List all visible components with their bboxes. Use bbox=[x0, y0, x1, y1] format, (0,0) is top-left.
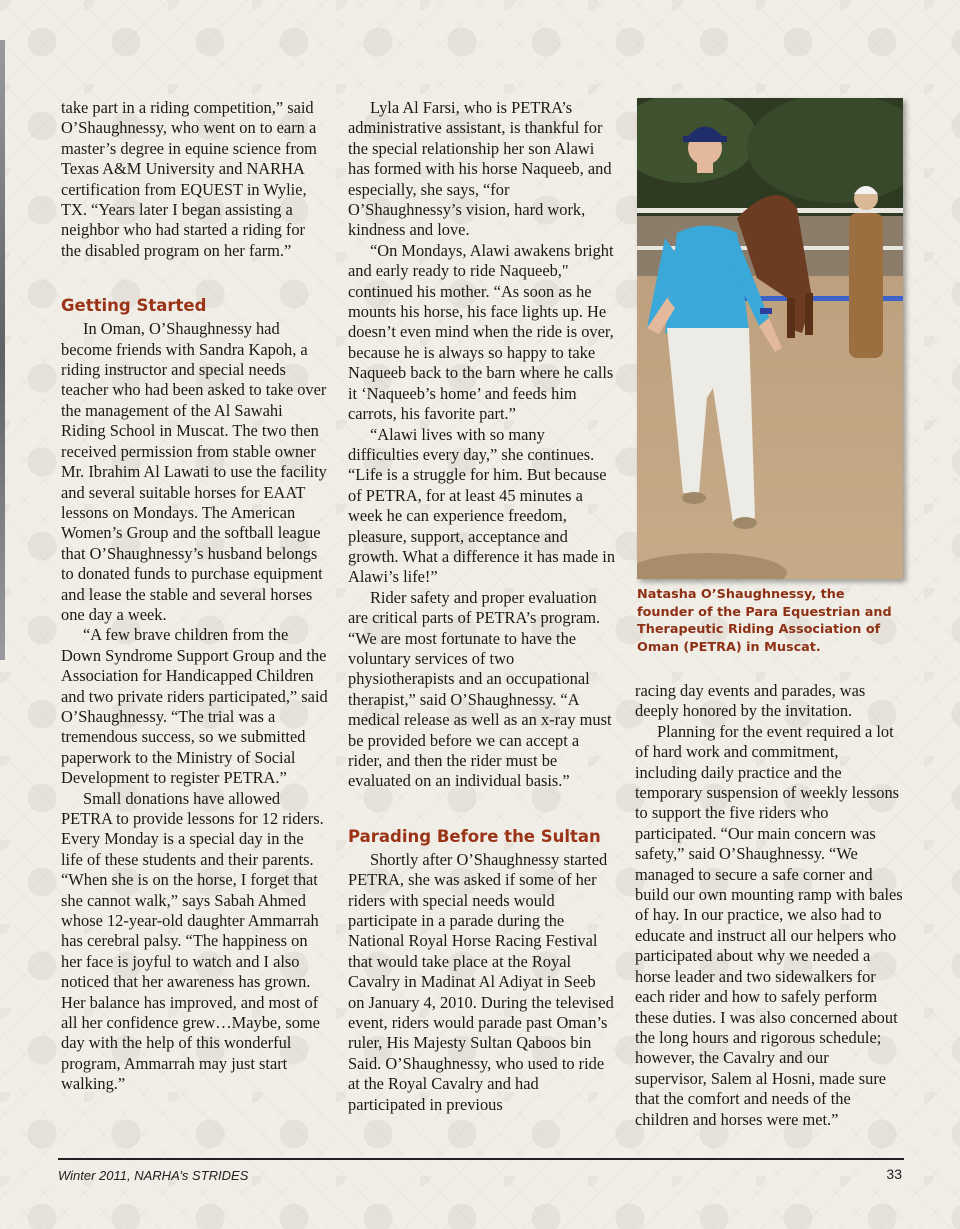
paragraph: In Oman, O’Shaughnessy had become friends with Sandra Kapoh, a riding instructor and special needs teacher who had been asked to take over the management of the Al Sawahi Riding School in Muscat. The two then received permission from stable owner Mr. Ibrahim Al Lawati to use the facility and several suitable horses for EAAT lessons on Mondays. The American Women’s Group and the softball league that O’Shaughnessy’s husband belongs to donated funds to purchase equipment and lease the stable and several horses one day a week. bbox=[61, 319, 327, 624]
paragraph: Shortly after O’Shaughnessy started PETRA, she was asked if some of her riders with special needs would participate in a parade during the National Royal Horse Racing Festival that would take place at the Royal Cavalry in Madinat Al Adiyat in Seeb on January 4, 2010. During the televised event, riders would parade past Oman’s ruler, His Majesty Sultan Qaboos bin Said. O’Shaughnessy, who used to ride at the Royal Cavalry and had participated in previous bbox=[348, 849, 614, 1114]
photo-caption: Natasha O’Shaughnessy, the founder of the Para Equestrian and Therapeutic Riding Association of Oman (PETRA) in Muscat. bbox=[637, 587, 892, 655]
page-number: 33 bbox=[886, 1166, 902, 1182]
article-column-3 bbox=[635, 681, 903, 1130]
footer-divider bbox=[58, 1158, 904, 1160]
photo-illustration bbox=[637, 98, 903, 579]
paragraph: Rider safety and proper evaluation are critical parts of PETRA’s program. “We are most fortunate to have the voluntary services of two physiotherapists and an occupational therapist,” said O’Shaughnessy. “A medical release as well as an x-ray must be provided before we can accept a rider, and then the rider must be evaluated on an individual basis.” bbox=[348, 587, 612, 791]
section-heading-getting-started: Getting Started bbox=[61, 296, 207, 316]
binding-edge bbox=[0, 40, 5, 660]
article-photo bbox=[637, 98, 903, 579]
paragraph: take part in a riding competition,” said O’Shaughnessy, who went on to earn a master’s degree in equine science from Texas A&M University and NARHA certification from EQUEST in Wylie, TX. “Years later I began assisting a neighbor who had started a riding for the disabled program on her farm.” bbox=[61, 98, 317, 260]
paragraph: Planning for the event required a lot of hard work and commitment, including daily practice and the temporary suspension of weekly lessons to support the five riders who participated. “Our main concern was safety,” said O’Shaughnessy. “We managed to secure a safe corner and build our own mounting ramp with bales of hay. In our practice, we also had to educate and instruct all our helpers who participated about why we needed a horse leader and two sidewalkers for each rider and how to safely perform these duties. I was also concerned about the long hours and rigorous schedule; however, the Cavalry and our supervisor, Salem al Hosni, made sure that the comfort and needs of the children and horses were met.” bbox=[635, 721, 903, 1129]
article-column-2 bbox=[348, 98, 616, 1115]
paragraph: Lyla Al Farsi, who is PETRA’s administrative assistant, is thankful for the special relationship her son Alawi has formed with his horse Naqueeb, and especially, she says, “for O’Shaughnessy’s vision, hard work, kindness and love. bbox=[348, 98, 612, 240]
article-column-1 bbox=[61, 98, 329, 1095]
paragraph: “Alawi lives with so many difficulties every day,” she continues. “Life is a struggle for him. But because of PETRA, for at least 45 minutes a week he can experience freedom, pleasure, support, acceptance and growth. What a difference it has made in Alawi’s life!” bbox=[348, 424, 616, 587]
footer-publication: Winter 2011, NARHA’s STRIDES bbox=[58, 1168, 249, 1183]
paragraph: racing day events and parades, was deeply honored by the invitation. bbox=[635, 681, 866, 721]
paragraph: “A few brave children from the Down Syndrome Support Group and the Association for Handicapped Children and two private riders participated,” said O’Shaughnessy. “The trial was a tremendous success, so we submitted paperwork to the Ministry of Social Development to register PETRA.” bbox=[61, 625, 328, 788]
paragraph: “On Mondays, Alawi awakens bright and early ready to ride Naqueeb," continued his mother. “As soon as he mounts his horse, his face lights up. He doesn’t even mind when the ride is over, because he is always so happy to take Naqueeb back to the barn where he calls it ‘Naqueeb’s home’ and feeds him carrots, his favorite part.” bbox=[348, 240, 614, 424]
paragraph: Small donations have allowed PETRA to provide lessons for 12 riders. Every Monday is a special day in the life of these students and their parents. “When she is on the horse, I forget that she cannot walk,” says Sabah Ahmed whose 12-year-old daughter Ammarrah has cerebral palsy. “The happiness on her face is joyful to watch and I also noticed that her awareness has grown. Her balance has improved, and most of all her confidence grew…Maybe, some day with the help of this wonderful program, Ammarrah may just start walking.” bbox=[61, 788, 324, 1094]
section-heading-parading: Parading Before the Sultan bbox=[348, 826, 601, 846]
